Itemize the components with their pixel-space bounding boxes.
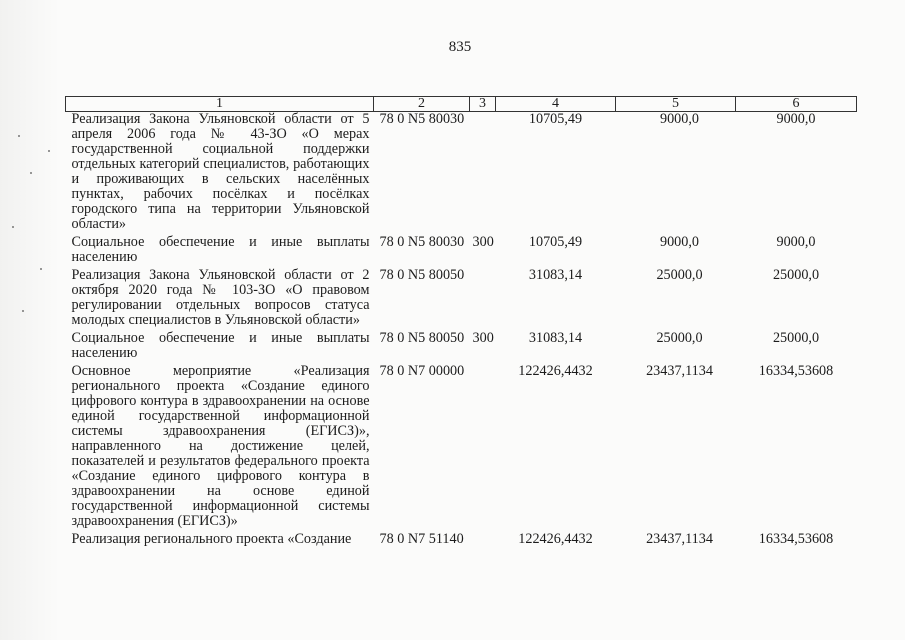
target-article-code: 78 0 N5 80030 — [379, 234, 465, 250]
table-row — [66, 235, 857, 268]
scan-speck — [22, 310, 24, 312]
amount-col5: 25000,0 — [656, 267, 703, 283]
column-header: 2 — [374, 97, 470, 112]
table-row — [66, 331, 857, 364]
amount-col5: 25000,0 — [656, 330, 703, 346]
expense-type-code — [470, 532, 496, 550]
amount-col6: 9000,0 — [776, 111, 816, 127]
scan-speck — [30, 172, 32, 174]
expense-type-code — [470, 364, 496, 532]
table-row — [66, 268, 857, 331]
amount-col6: 25000,0 — [772, 267, 820, 283]
amount-col5: 23437,1134 — [646, 531, 713, 547]
scan-shadow — [0, 0, 60, 640]
column-header: 4 — [496, 97, 616, 112]
row-name: Реализация Закона Ульяновской области от 5 апреля 2006 года № 43-ЗО «О мерах государственной социальной поддержки отдельных категорий специалистов, работающих и проживающих в сельских населённых пунктах, рабочих посёлках и посёлках городского типа на территории Ульяновской области» — [71, 111, 370, 232]
amount-col5: 9000,0 — [659, 234, 699, 250]
amount-col4: 10705,49 — [528, 234, 583, 250]
amount-col6: 16334,53608 — [758, 531, 834, 547]
amount-col4: 122426,4432 — [518, 531, 593, 547]
budget-table-container — [65, 96, 857, 550]
row-name: Основное мероприятие «Реализация регионального проекта «Создание единого цифрового контура в здравоохранении на основе единой государственной информационной системы здравоохранения (ЕГИСЗ)», направленного на достижение целей, показателей и результатов федерального проекта «Создание единого цифрового контура в здравоохранении на основе единой государственной информационной системы здравоохранения (ЕГИСЗ)» — [71, 363, 370, 529]
scan-speck — [18, 135, 20, 137]
table-row — [66, 112, 857, 236]
column-header: 6 — [736, 97, 857, 112]
table-row — [66, 532, 857, 550]
budget-table — [65, 96, 857, 550]
table-header-row — [66, 97, 857, 112]
scan-speck — [12, 226, 14, 228]
amount-col6: 25000,0 — [772, 330, 820, 346]
table-row — [66, 364, 857, 532]
expense-type-code — [470, 112, 496, 236]
page-number: 835 — [448, 39, 472, 55]
target-article-code: 78 0 N7 00000 — [379, 363, 465, 379]
amount-col6: 9000,0 — [776, 234, 816, 250]
amount-col5: 9000,0 — [659, 111, 699, 127]
column-header: 1 — [66, 97, 374, 112]
scan-speck — [48, 150, 50, 152]
column-header: 5 — [616, 97, 736, 112]
target-article-code: 78 0 N5 80050 — [379, 330, 465, 346]
amount-col5: 23437,1134 — [646, 363, 713, 379]
target-article-code: 78 0 N7 51140 — [379, 531, 464, 547]
expense-type-code: 300 — [472, 234, 494, 250]
amount-col4: 31083,14 — [528, 330, 583, 346]
row-name: Реализация Закона Ульяновской области от 2 октября 2020 года № 103-ЗО «О правовом регулировании отдельных вопросов статуса молодых специалистов в Ульяновской области» — [71, 267, 370, 328]
amount-col4: 31083,14 — [528, 267, 583, 283]
column-header: 3 — [470, 97, 496, 112]
amount-col6: 16334,53608 — [758, 363, 834, 379]
row-name: Реализация регионального проекта «Создание — [71, 531, 352, 547]
row-name: Социальное обеспечение и иные выплаты населению — [71, 234, 370, 265]
row-name: Социальное обеспечение и иные выплаты населению — [71, 330, 370, 361]
target-article-code: 78 0 N5 80050 — [379, 267, 465, 283]
expense-type-code — [470, 268, 496, 331]
scan-speck — [40, 268, 42, 270]
target-article-code: 78 0 N5 80030 — [379, 111, 465, 127]
amount-col4: 122426,4432 — [518, 363, 593, 379]
amount-col4: 10705,49 — [528, 111, 583, 127]
expense-type-code: 300 — [472, 330, 494, 346]
